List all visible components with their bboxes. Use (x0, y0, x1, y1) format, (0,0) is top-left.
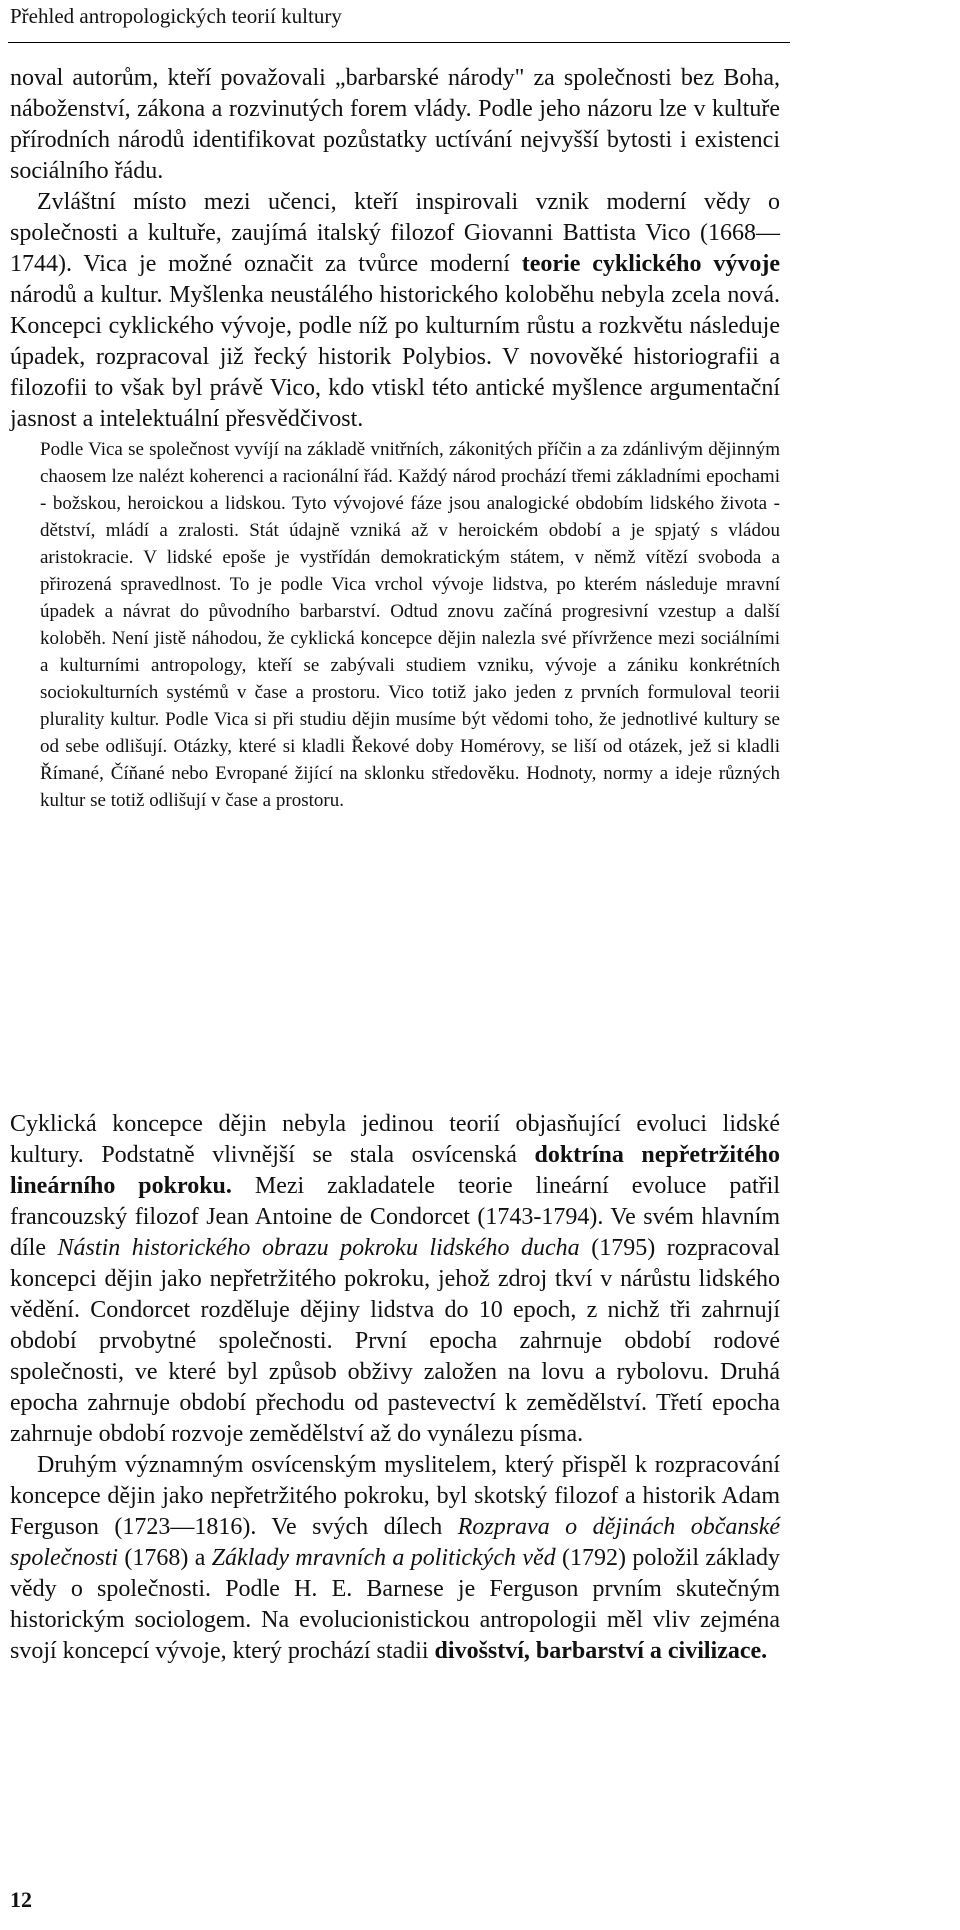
running-header: Přehled antropologických teorií kultury (10, 4, 342, 28)
italic-title: Základy mravních a politických věd (211, 1545, 556, 1571)
italic-title: Nástin historického obrazu pokroku lidského ducha (57, 1235, 580, 1261)
paragraph-ferguson (10, 1450, 780, 1667)
text-run: Druhým významným osvícenským myslitelem, který přispěl k rozpracování koncepce dějin jako nepřetržitého pokroku, byl skotský filozof a historik Adam Ferguson (1723—1816). Ve svých dílech (10, 1452, 780, 1540)
text-run: Mezi zakladatele teorie lineární evoluce patřil francouzský filozof Jean Antoine de Condorcet (1743-1794). Ve svém hlavním díle (10, 1173, 780, 1261)
text-run: noval autorům, kteří považovali „barbarské národy" za společnosti bez Boha, náboženství, zákona a rozvinutých forem vlády. Podle jeho názoru lze v kultuře přírodních národů identifikovat pozůstatky uctívání nejvyšší bytosti i existenci sociálního řádu. (10, 65, 780, 184)
body-text-bottom (10, 1109, 780, 1667)
page-number: 12 (10, 1887, 32, 1912)
text-run: Podle Vica se společnost vyvíjí na základě vnitřních, zákonitých příčin a za zdánlivým dějinným chaosem lze nalézt koherenci a racionální řád. Každý národ prochází třemi základními epochami - božskou, heroickou a lidskou. Tyto vývojové fáze jsou analogické obdobím lidského života - dětství, mládí a zralosti. Stát údajně vzniká až v heroickém období a je spjatý s vládou aristokracie. V lidské epoše je vystřídán demokratickým státem, v němž vítězí svoboda a přirozená spravedlnost. To je podle Vica vrchol vývoje lidstva, po kterém následuje mravní úpadek a návrat do původního barbarství. Odtud znovu začíná progresivní vzestup a další koloběh. Není jistě náhodou, že cyklická koncepce dějin nalezla své přívržence mezi sociálními a kulturními antropology, kteří se zabývali studiem vzniku, vývoje a zániku konkrétních sociokulturních systémů v čase a prostoru. Vico totiž jako jeden z prvních formuloval teorii plurality kultur. Podle Vica si při studiu dějin musíme být vědomi toho, že jednotlivé kultury se od sebe odlišují. Otázky, které si kladli Řekové doby Homérovy, se liší od otázek, jež si kladli Římané, Číňané nebo Evropané žijící na sklonku středověku. Hodnoty, normy a ideje různých kultur se totiž odlišují v čase a prostoru. (40, 439, 780, 811)
text-run: Zvláštní místo mezi učenci, kteří inspirovali vznik moderní vědy o společnosti a kultuře, zaujímá italský filozof Giovanni Battista Vico (1668—1744). Vica je možné označit za tvůrce moderní (10, 189, 780, 277)
paragraph-continuation (10, 63, 780, 187)
paragraph-condorcet (10, 1109, 780, 1450)
bold-term: divošství, barbarství a civilizace. (434, 1638, 768, 1664)
text-run: národů a kultur. Myšlenka neustálého historického koloběhu nebyla zcela nová. Koncepci cyklického vývoje, podle níž po kulturním růstu a rozkvětu následuje úpadek, rozpracoval již řecký historik Polybios. V novověké historiografii a filozofii to však byl právě Vico, kdo vtiskl této antické myšlence argumentační jasnost a intelektuální přesvědčivost. (10, 282, 780, 432)
bold-term: doktrína nepřetržitého lineárního pokroku. (10, 1142, 781, 1199)
text-run: (1795) rozpracoval koncepci dějin jako nepřetržitého pokroku, jehož zdroj tkví v nárůstu lidského vědění. Condorcet rozděluje dějiny lidstva do 10 epoch, z nichž tři zahrnují období prvobytné společnosti. První epocha zahrnuje období rodové společnosti, ve které byl způsob obživy založen na lovu a rybolovu. Druhá epocha zahrnuje období přechodu od pastevectví k zemědělství. Třetí epocha zahrnuje období rozvoje zemědělství až do vynálezu písma. (10, 1235, 781, 1447)
text-run: (1768) a (118, 1545, 212, 1571)
paragraph-vico (10, 187, 780, 435)
text-run: (1792) položil základy vědy o společnosti. Podle H. E. Barnese je Ferguson prvním skutečným historickým sociologem. Na evolucionistickou antropologii měl vliv zejména svojí koncepcí vývoje, který prochází stadii (10, 1545, 780, 1664)
italic-title: Rozprava o dějinách občanské společnosti (10, 1514, 781, 1571)
bold-term: teorie cyklického vývoje (521, 251, 780, 277)
paragraph-vico-detail (40, 436, 780, 814)
quoted-passage (40, 436, 780, 814)
body-text-top (10, 63, 780, 435)
header-rule (8, 42, 790, 43)
text-run: Cyklická koncepce dějin nebyla jedinou teorií objasňující evoluci lidské kultury. Podstatně vlivnější se stala osvícenská (10, 1111, 780, 1168)
